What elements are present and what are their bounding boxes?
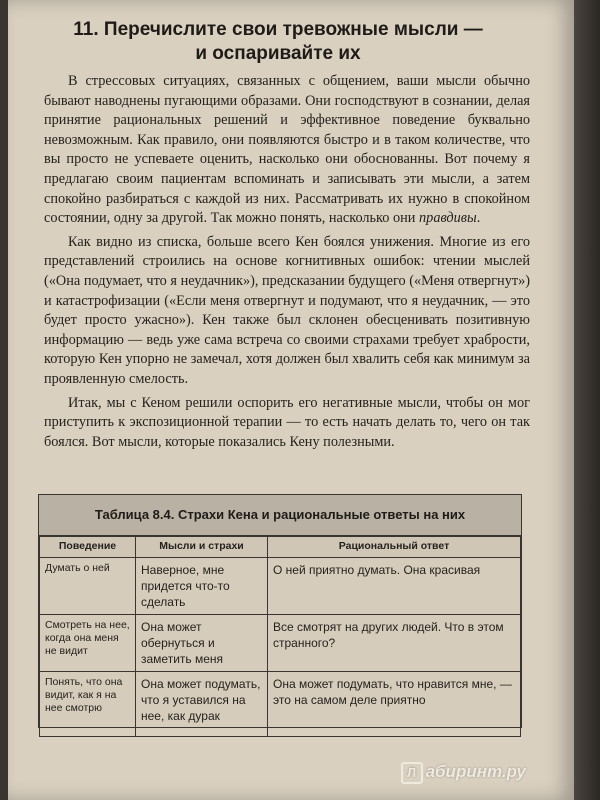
labirint-watermark	[401, 762, 526, 784]
fears-table	[38, 494, 522, 728]
cell-response: О ней приятно думать. Она красивая	[268, 558, 521, 615]
cell-behavior: Думать о ней	[40, 558, 136, 615]
paragraph-1-end: .	[476, 210, 481, 227]
paragraph-1	[44, 72, 530, 229]
header-behavior: Поведение	[40, 537, 136, 558]
cell-response: Все смотрят на других людей. Что в этом странного?	[268, 615, 521, 672]
paragraph-1-emphasis: правдивы	[419, 210, 477, 227]
table-row	[40, 558, 521, 615]
heading-line-2: и оспаривайте их	[195, 43, 361, 64]
heading-line-1: 11. Перечислите свои тревожные мысли —	[73, 19, 483, 40]
cell-behavior: Смотреть на нее, когда она меня не видит	[40, 615, 136, 672]
header-thoughts: Мысли и страхи	[136, 537, 268, 558]
paragraph-3: Итак, мы с Кеном решили оспорить его негативные мысли, чтобы он мог приступить к экспозиционной терапии — то есть начать делать то, чего он так боялся. Вот мысли, которые показались Кену полезными.	[44, 394, 530, 450]
cell-thoughts: Она может подумать, что я уставился на нее, как дурак	[136, 672, 268, 737]
cell-response: Она может подумать, что нравится мне, — это на самом деле приятно	[268, 672, 521, 737]
section-heading	[68, 18, 488, 66]
table-title: Таблица 8.4. Страхи Кена и рациональные ответы на них	[39, 495, 521, 536]
table-header-row	[40, 537, 521, 558]
book-edge	[574, 0, 600, 800]
body-text	[44, 72, 530, 452]
table-row	[40, 672, 521, 737]
book-page	[8, 0, 574, 800]
table-row	[40, 615, 521, 672]
paragraph-2: Как видно из списка, больше всего Кен боялся унижения. Многие из его представлений строились на основе когнитивных ошибок: чтении мыслей («Она подумает, что я неудачник»), предсказании будущего («Меня отвергнут») и катастрофизации («Если меня отвергнут и подумают, что я неудачник, — это будет просто ужасно»). Кен также был склонен обесценивать позитивную информацию — ведь уже сама встреча со своими страхами требует храбрости, которую Кен упорно не замечал, хотя должен был хвалить себя как минимум за проявленную смелость.	[44, 233, 530, 387]
labirint-logo-icon: Л	[401, 762, 423, 784]
cell-thoughts: Наверное, мне придется что-то сделать	[136, 558, 268, 615]
watermark-text: абиринт.ру	[425, 762, 526, 781]
header-response: Рациональный ответ	[268, 537, 521, 558]
table-grid	[39, 536, 521, 737]
paragraph-1-text: В стрессовых ситуациях, связанных с общением, ваши мысли обычно бывают наводнены пугающими образами. Они господствуют в сознании, делая принятие рациональных решений и эффективное поведение буквально невозможным. Как правило, они появляются быстро и в таком количестве, что вы просто не успеваете оценить, насколько они обоснованны. Вот почему я предлагаю своим пациентам вспоминать и записывать эти мысли, а затем спокойно разбираться с каждой из них. Рассматривать их нужно в спокойном состоянии, одну за другой. Так можно понять, насколько они	[44, 73, 530, 227]
cell-thoughts: Она может обернуться и заметить меня	[136, 615, 268, 672]
cell-behavior: Понять, что она видит, как я на нее смотрю	[40, 672, 136, 737]
